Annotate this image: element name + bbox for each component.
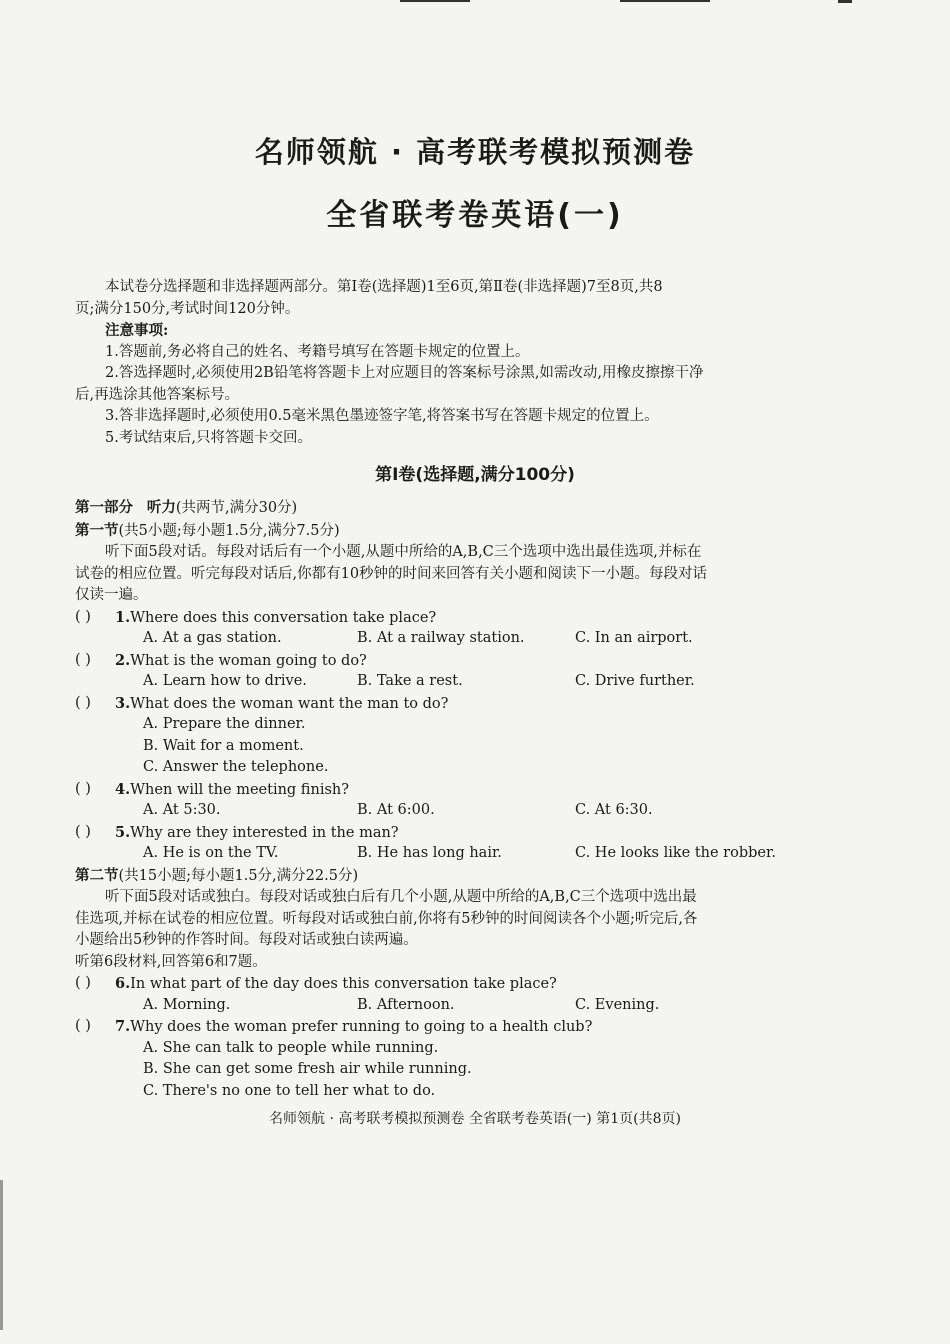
scan-mark-top-right xyxy=(620,0,710,2)
section2-instruction-3: 小题给出5秒钟的作答时间。每段对话或独白读两遍。 xyxy=(75,932,418,948)
scan-mark-left-edge xyxy=(0,1180,3,1330)
option-a: A. Learn how to drive. xyxy=(143,673,307,689)
option-a: A. At a gas station. xyxy=(143,630,282,646)
notes-title: 注意事项: xyxy=(105,322,169,339)
option-a: A. Morning. xyxy=(143,996,231,1013)
note-2-continued: 后,再选涂其他答案标号。 xyxy=(75,386,240,403)
question-text: What does the woman want the man to do? xyxy=(130,695,449,712)
question-number: 7. xyxy=(115,1018,131,1035)
answer-blank[interactable]: ( ) xyxy=(75,1018,91,1034)
option-b: B. Take a rest. xyxy=(357,673,463,689)
option-c: C. Drive further. xyxy=(575,673,695,689)
question-number: 4. xyxy=(115,780,131,798)
question-number: 2. xyxy=(115,651,131,669)
question-7 xyxy=(75,1016,875,1038)
page-footer: 名师领航 · 高考联考模拟预测卷 全省联考卷英语(一) 第1页(共8页) xyxy=(269,1111,681,1127)
intro-line-2: 页;满分150分,考试时间120分钟。 xyxy=(75,300,300,317)
option-c: C. At 6:30. xyxy=(575,802,653,818)
listening-section xyxy=(75,497,875,1102)
answer-blank[interactable]: ( ) xyxy=(75,975,91,991)
option-c: C. Evening. xyxy=(575,996,660,1013)
note-3: 3.答非选择题时,必须使用0.5毫米黑色墨迹签字笔,将答案书写在答题卡规定的位置上。 xyxy=(105,408,659,424)
question-2 xyxy=(75,650,875,672)
intro-line-1: 本试卷分选择题和非选择题两部分。第Ⅰ卷(选择题)1至6页,第Ⅱ卷(非选择题)7至8页,共8 xyxy=(105,279,663,295)
question-text: What is the woman going to do? xyxy=(130,652,367,669)
question-2-options xyxy=(75,671,875,693)
section2-heading xyxy=(75,865,875,888)
exam-subject-title: 全省联考卷英语(一) xyxy=(326,198,624,233)
section1-label: 第一节 xyxy=(75,521,119,539)
option-c: C. Answer the telephone. xyxy=(143,759,329,775)
option-b: B. Afternoon. xyxy=(357,996,455,1013)
question-text: In what part of the day does this conversation take place? xyxy=(130,976,557,992)
listening-info: (共两节,满分30分) xyxy=(175,500,298,516)
note-5: 5.考试结束后,只将答题卡交回。 xyxy=(105,429,312,446)
note-2: 2.答选择题时,必须使用2B铅笔将答题卡上对应题目的答案标号涂黑,如需改动,用橡皮擦擦干净 xyxy=(105,365,704,381)
question-number: 3. xyxy=(115,694,131,712)
question-4-options xyxy=(75,800,875,822)
section1-instruction-3: 仅读一遍。 xyxy=(75,587,148,603)
exam-series-title: 名师领航 · 高考联考模拟预测卷 xyxy=(254,135,696,169)
option-a: A. At 5:30. xyxy=(143,802,221,818)
option-c: C. There's no one to tell her what to do. xyxy=(143,1082,436,1099)
question-number: 6. xyxy=(115,975,131,992)
question-text: Why are they interested in the man? xyxy=(130,824,399,841)
answer-blank[interactable]: ( ) xyxy=(75,823,91,840)
section1-heading xyxy=(75,520,875,543)
section2-info: (共15小题;每小题1.5分,满分22.5分) xyxy=(118,867,359,884)
question-4 xyxy=(75,779,875,801)
option-a: A. She can talk to people while running. xyxy=(143,1039,439,1056)
question-5 xyxy=(75,822,875,844)
option-b: B. He has long hair. xyxy=(357,845,502,861)
scan-mark-corner xyxy=(838,0,852,3)
option-c: C. He looks like the robber. xyxy=(575,845,776,861)
option-b: B. She can get some fresh air while running. xyxy=(143,1061,472,1077)
question-number: 1. xyxy=(115,608,131,626)
answer-blank[interactable]: ( ) xyxy=(75,694,91,711)
exam-instructions xyxy=(75,277,875,449)
listening-title: 听力 xyxy=(146,499,176,516)
material-6-note: 听第6段材料,回答第6和7题。 xyxy=(75,953,267,970)
section2-instruction-2: 佳选项,并标在试卷的相应位置。听每段对话或独白前,你将有5秒钟的时间阅读各个小题;听完后,各 xyxy=(75,910,698,927)
option-c: C. In an airport. xyxy=(575,630,693,646)
option-a: A. He is on the TV. xyxy=(143,845,279,861)
answer-blank[interactable]: ( ) xyxy=(75,651,91,668)
question-1 xyxy=(75,607,875,629)
section2-label: 第二节 xyxy=(75,866,119,884)
section1-instruction-2: 试卷的相应位置。听完每段对话后,你都有10秒钟的时间来回答有关小题和阅读下一小题。每段对话 xyxy=(75,565,708,582)
scan-mark-top-left xyxy=(400,0,470,2)
question-1-options xyxy=(75,628,875,650)
question-3 xyxy=(75,693,875,715)
question-text: Where does this conversation take place? xyxy=(130,609,437,626)
option-b: B. At a railway station. xyxy=(357,630,525,646)
question-6 xyxy=(75,973,875,995)
option-a: A. Prepare the dinner. xyxy=(143,716,306,732)
note-1: 1.答题前,务必将自己的姓名、考籍号填写在答题卡规定的位置上。 xyxy=(105,343,530,360)
answer-blank[interactable]: ( ) xyxy=(75,608,91,625)
question-text: When will the meeting finish? xyxy=(130,781,350,798)
option-b: B. At 6:00. xyxy=(357,802,435,818)
question-text: Why does the woman prefer running to going to a health club? xyxy=(130,1019,593,1035)
listening-heading xyxy=(75,497,875,520)
part1-heading: 第Ⅰ卷(选择题,满分100分) xyxy=(375,465,575,485)
listening-part-label: 第一部分 xyxy=(75,499,133,516)
question-number: 5. xyxy=(115,823,131,841)
section2-instruction-1: 听下面5段对话或独白。每段对话或独白后有几个小题,从题中所给的A,B,C三个选项中选出最 xyxy=(105,889,697,905)
option-b: B. Wait for a moment. xyxy=(143,737,304,754)
question-5-options xyxy=(75,843,875,865)
section1-info: (共5小题;每小题1.5分,满分7.5分) xyxy=(118,522,340,539)
question-6-options xyxy=(75,995,875,1017)
answer-blank[interactable]: ( ) xyxy=(75,780,91,797)
section1-instruction-1: 听下面5段对话。每段对话后有一个小题,从题中所给的A,B,C三个选项中选出最佳选项,并标在 xyxy=(105,544,702,560)
